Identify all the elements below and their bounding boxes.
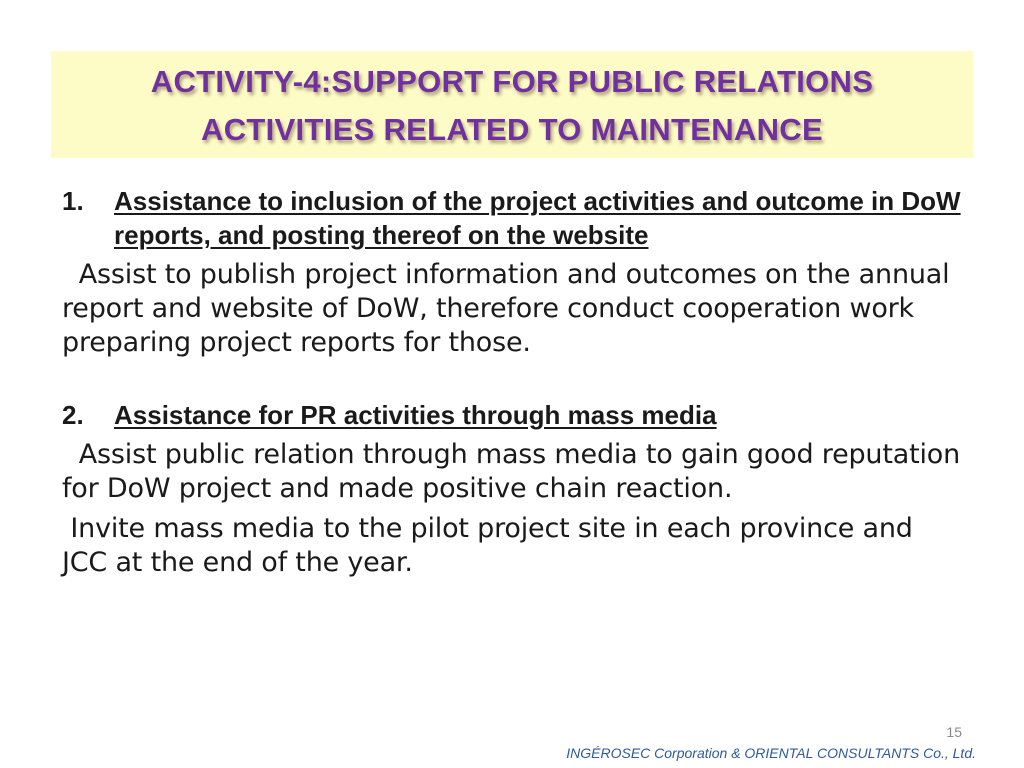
slide-title-line-1: ACTIVITY-4:SUPPORT FOR PUBLIC RELATIONS [150,64,874,99]
item-2-heading [62,398,962,432]
slide-content [62,184,969,580]
slide-title-line-2: ACTIVITIES RELATED TO MAINTENANCE [201,112,823,147]
item-1-heading [62,184,962,252]
item-2-title: Assistance for PR activities through mass media [114,400,717,430]
item-1-number: 1. [62,186,84,216]
item-1-paragraph: Assist to publish project information and outcomes on the annual report and website of DoW, therefore conduct cooperation work preparing project reports for those. [62,259,958,358]
item-2-number: 2. [62,400,84,430]
page-number: 15 [946,724,962,740]
item-2-paragraph-1: Assist public relation through mass media to gain good reputation for DoW project and made positive chain reaction. [62,439,969,504]
item-1-title: Assistance to inclusion of the project activities and outcome in DoW reports, and posting thereof on the website [114,186,961,250]
item-2-paragraph-2: Invite mass media to the pilot project site in each province and JCC at the end of the year. [62,513,922,578]
title-banner [51,51,973,158]
footer-credit: INGÉROSEC Corporation & ORIENTAL CONSULTANTS Co., Ltd. [566,745,976,761]
